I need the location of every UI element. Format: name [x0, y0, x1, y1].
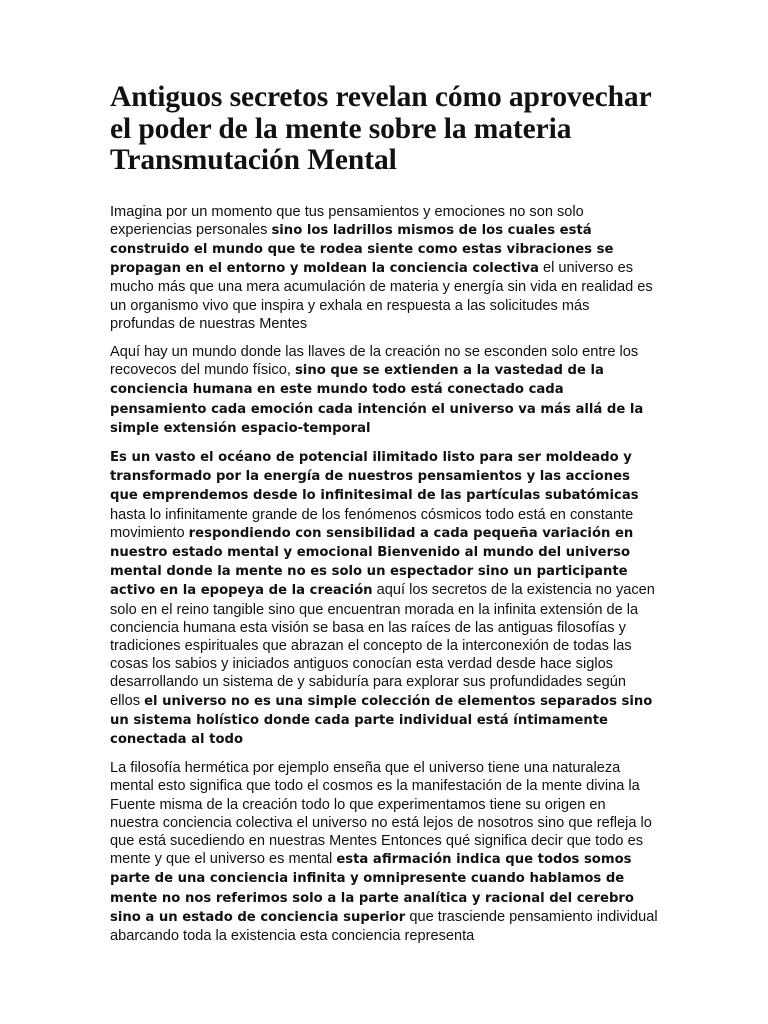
text-run: el universo es mucho más que una mera acumulación de materia y energía sin vida en realidad es un organismo vivo que inspira y exhala en respuesta a las solicitudes más profundas de nuestras Mentes: [110, 260, 653, 332]
paragraph: [110, 759, 658, 945]
bold-text-run: sino los ladrillos mismos de los cuales está construido el mundo que te rodea siente como estas vibraciones se propagan en el entorno y moldean la conciencia colectiva: [110, 222, 614, 277]
text-run: Imagina por un momento que tus pensamientos y emociones no son solo experiencias personales: [110, 203, 584, 238]
text-run: aquí los secretos de la existencia no yacen solo en el reino tangible sino que encuentran morada en la infinita extensión de la conciencia humana esta visión se basa en las raíces de las antiguas filosofías y tradiciones espirituales que abrazan el concepto de la interconexión de todas las cosas los sabios y iniciados antiguos conocían esta verdad desde hace siglos desarrollando un sistema de y sabiduría para explorar sus profundidades según ellos: [110, 582, 655, 709]
document-page: [110, 82, 658, 955]
paragraph: [110, 448, 658, 749]
text-run: La filosofía hermética por ejemplo enseña que el universo tiene una naturaleza mental esto significa que todo el cosmos es la manifestación de la mente divina la Fuente misma de la creación todo lo que experimentamos tiene su origen en nuestra conciencia colectiva el universo no está lejos de nosotros sino que refleja lo que está sucediendo en nuestras Mentes Entonces qué significa decir que todo es mente y que el universo es mental: [110, 760, 652, 868]
document-body: [110, 203, 658, 946]
paragraph: [110, 203, 658, 333]
bold-text-run: esta afirmación indica que todos somos parte de una conciencia infinita y omnipresente cuando hablamos de mente no nos referimos solo a la parte analítica y racional del cerebro sino a un estado de conciencia superior: [110, 852, 634, 925]
text-run: Aquí hay un mundo donde las llaves de la creación no se esconden solo entre los recovecos del mundo físico,: [110, 343, 639, 379]
bold-text-run: el universo no es una simple colección de elementos separados sino un sistema holístico donde cada parte individual está íntimamente conectada al todo: [110, 693, 653, 747]
bold-text-run: sino que se extienden a la vastedad de la conciencia humana en este mundo todo está conectado cada pensamiento cada emoción cada intención el universo va más allá de la simple extensión espacio-temporal: [110, 363, 644, 436]
paragraph: [110, 343, 658, 438]
bold-text-run: Es un vasto el océano de potencial ilimitado listo para ser moldeado y transformado por la energía de nuestros pensamientos y las acciones que emprendemos desde lo infinitesimal de las partículas subatómicas: [110, 449, 639, 504]
bold-text-run: respondiendo con sensibilidad a cada pequeña variación en nuestro estado mental y emocional Bienvenido al mundo del universo mental donde la mente no es solo un espectador sino un participante activo en la epopeya de la creación: [110, 525, 634, 599]
document-title: Antiguos secretos revelan cómo aprovechar el poder de la mente sobre la materia Transmutación Mental: [110, 81, 652, 176]
text-run: que trasciende pensamiento individual abarcando toda la existencia esta conciencia representa: [110, 908, 658, 945]
text-run: hasta lo infinitamente grande de los fenómenos cósmicos todo está en constante movimiento: [110, 506, 634, 541]
